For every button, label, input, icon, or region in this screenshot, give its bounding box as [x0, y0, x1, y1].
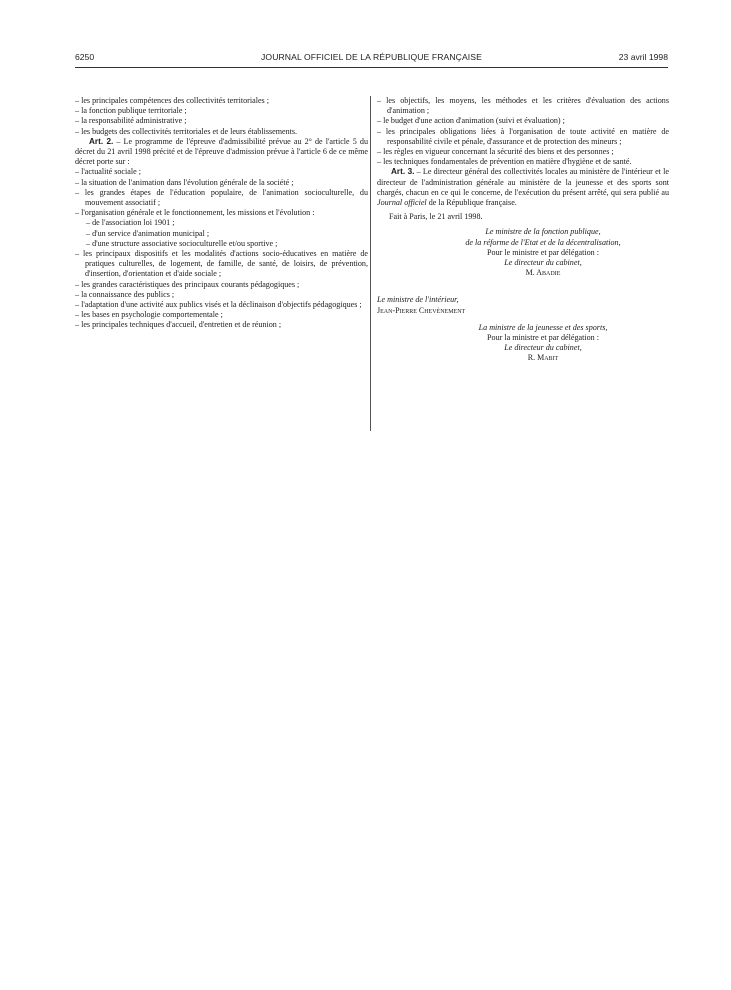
article-2-text: – Le programme de l'épreuve d'admissibilité prévue au 2° de l'article 5 du décret du 21 avril 1998 précité et de l'épreuve d'admission prévue à l'article 6 de ce même décret porte sur : [75, 136, 368, 167]
list-item: – les principaux dispositifs et les modalités d'actions socio-éducatives en matière de pratiques culturelles, de logement, de famille, de santé, de loisirs, de prévention, d'insertion, d'orientation et d'aide sociale ; [75, 249, 368, 279]
signatory-name: M. Abadie [525, 268, 561, 278]
signatory-name: R. Mabit [527, 353, 559, 363]
signatory-title: Le ministre de l'intérieur, [377, 295, 459, 305]
list-item: – les grandes étapes de l'éducation populaire, de l'animation socioculturelle, du mouvement associatif ; [75, 187, 368, 208]
list-item: – les principales compétences des collectivités territoriales ; [75, 96, 269, 105]
sub-list-item: – de l'association loi 1901 ; [86, 218, 175, 228]
page-header [75, 52, 668, 66]
signatory-title: La ministre de la jeunesse et des sports, [478, 322, 608, 332]
list-item: – l'organisation générale et le fonctionnement, les missions et l'évolution : [75, 208, 315, 218]
signatory-name: Jean-Pierre Chevènement [377, 305, 466, 315]
list-item: – l'actualité sociale ; [75, 167, 141, 177]
list-item: – les règles en vigueur concernant la sécurité des biens et des personnes ; [377, 147, 614, 157]
list-item: – les bases en psychologie comportementale ; [75, 310, 223, 320]
page-number: 6250 [75, 52, 95, 62]
list-item: – l'adaptation d'une activité aux publics visés et la déclinaison d'objectifs pédagogiques ; [75, 300, 362, 310]
journal-title: JOURNAL OFFICIEL DE LA RÉPUBLIQUE FRANÇAISE [261, 52, 482, 62]
journal-officiel-title: Journal officiel [377, 198, 427, 208]
cabinet-title: Le directeur du cabinet, [504, 258, 582, 268]
list-item: – les principales obligations liées à l'organisation de toute activité en matière de responsabilité civile et pénale, d'assurance et de protection des mineurs ; [377, 126, 669, 146]
right-column [377, 96, 669, 364]
list-item: – la connaissance des publics ; [75, 289, 175, 299]
article-3-text: – Le directeur général des collectivités locales au ministère de l'intérieur et le directeur de l'administration générale au ministère de la jeunesse et des sports sont chargés, chacun en ce qui le concerne, de l'exécution du présent arrêté, qui sera publié au [377, 167, 669, 197]
signature-interieur [377, 295, 669, 315]
delegation-line: Pour le ministre et par délégation : [487, 247, 599, 257]
list-item: – les objectifs, les moyens, les méthodes et les critères d'évaluation des actions d'animation ; [377, 96, 669, 116]
article-3-end: de la République française. [426, 198, 517, 208]
list-item: – les budgets des collectivités territoriales et de leurs établissements. [75, 126, 298, 136]
signatory-title: de la réforme de l'Etat et de la décentralisation, [465, 237, 621, 247]
publication-date: 23 avril 1998 [618, 52, 668, 62]
fait-a-paris: Fait à Paris, le 21 avril 1998. [389, 212, 483, 222]
cabinet-title: Le directeur du cabinet, [504, 343, 582, 353]
signature-fonction-publique [377, 227, 669, 278]
article-2 [75, 137, 368, 168]
article-2-label: Art. 2. [89, 136, 114, 146]
list-item: – la fonction publique territoriale ; [75, 106, 187, 116]
signatory-title: Le ministre de la fonction publique, [485, 227, 601, 237]
article-3-label: Art. 3. [391, 167, 415, 177]
list-item: – les principales techniques d'accueil, d'entretien et de réunion ; [75, 320, 282, 330]
list-item: – la situation de l'animation dans l'évolution générale de la société ; [75, 177, 294, 187]
header-rule [75, 67, 668, 68]
list-item: – la responsabilité administrative ; [75, 116, 187, 126]
left-column [75, 96, 368, 331]
sub-list-item: – d'une structure associative socioculturelle et/ou sportive ; [86, 238, 278, 248]
delegation-line: Pour la ministre et par délégation : [487, 333, 599, 343]
article-3 [377, 167, 669, 208]
column-divider [370, 96, 371, 431]
sub-list-item: – d'un service d'animation municipal ; [86, 228, 210, 238]
list-item: – les techniques fondamentales de prévention en matière d'hygiène et de santé. [377, 157, 632, 167]
list-item: – le budget d'une action d'animation (suivi et évaluation) ; [377, 116, 565, 126]
list-item: – les grandes caractéristiques des principaux courants pédagogiques ; [75, 279, 300, 289]
signature-jeunesse-sports [377, 323, 669, 364]
